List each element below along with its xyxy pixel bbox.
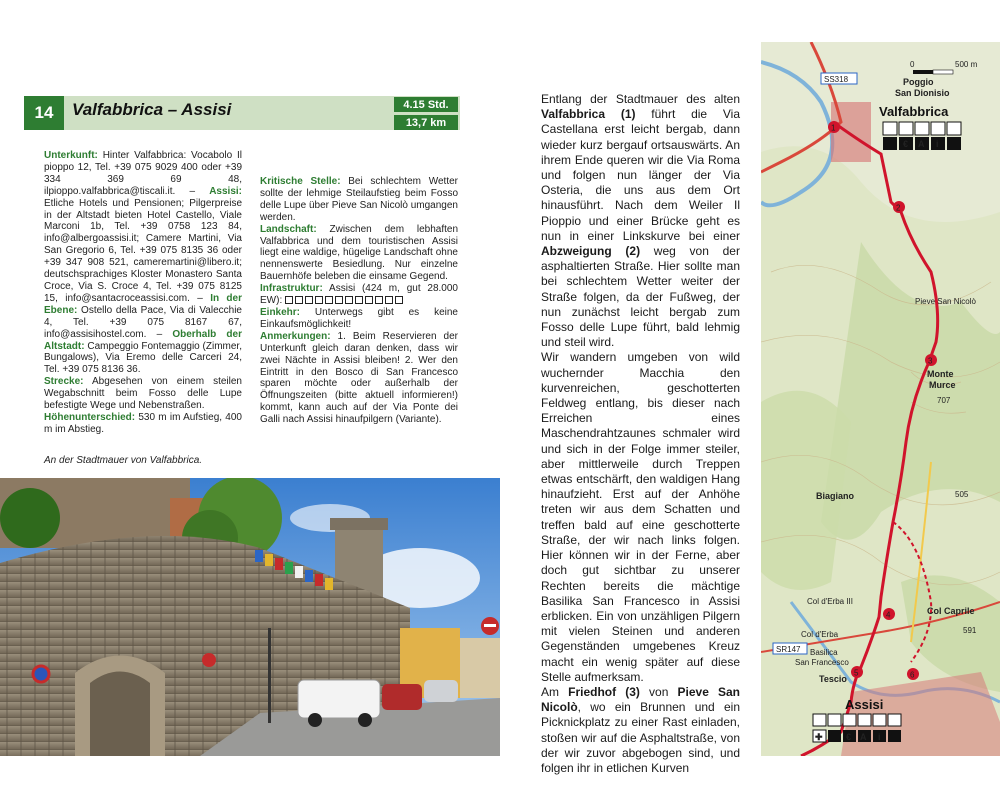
text-infrastruktur: Assisi (424 m, gut 28.000 EW): bbox=[260, 283, 458, 307]
label-hoehen: Höhenunterschied: bbox=[44, 411, 136, 423]
tour-number: 14 bbox=[24, 96, 64, 130]
waypoint-5 bbox=[851, 666, 863, 678]
text-unterkunft: Hinter Valfabbrica: Vocabolo Il pioppo 12, Tel. +39 075 9029 400 oder +39 334 369 69 48, ilpioppo.valfabbrica@tiscali.it. – bbox=[44, 150, 242, 197]
scale-500: 500 m bbox=[955, 60, 978, 69]
train-icon bbox=[395, 296, 403, 304]
text-hoehen: 530 m im Aufstieg, 400 m im Abstieg. bbox=[44, 411, 242, 435]
info-column-left bbox=[44, 150, 242, 436]
waypoint-2 bbox=[893, 201, 905, 213]
waypoint-4 bbox=[883, 608, 895, 620]
p1-valfabbrica: Valfabbrica (1) bbox=[541, 107, 636, 122]
doctor-icon bbox=[355, 296, 363, 304]
p3-pieve: Pieve San Nicolò bbox=[541, 684, 741, 715]
waypoint-3 bbox=[925, 354, 937, 366]
atm-a-icon-assisi: A bbox=[860, 732, 867, 742]
road-ss318: SS318 bbox=[824, 75, 849, 84]
text-landschaft: Zwischen dem lebhaften Valfabbrica und dem touristischen Assisi liegt eine waldige, hügelige Landschaft ohne nennenswerte Besiedlung. Nur einzelne Bauernhöfe beleben die einsame Gegend. bbox=[260, 223, 458, 283]
text-anmerkungen: 1. Beim Reservieren der Unterkunft gleich daran denken, dass wir zwei Nächte in Assisi bleiben! 2. Wer den Eintritt in den Bosco di San Francesco sparen möchte oder außerhalb der Öffnungszeiten (bitte aktuell informieren!) kommt, kann auch auf der Via Ponte dei Galli nach Assisi hinaufpilgern (Variante). bbox=[260, 330, 458, 426]
text-kritisch: Bei schlechtem Wetter sollte der lehmige Steilaufstieg beim Fosso delle Lupe über Pieve San Nicolò umgangen werden. bbox=[260, 176, 458, 223]
label-unterkunft: Unterkunft: bbox=[44, 150, 98, 161]
map-svg bbox=[761, 42, 1000, 756]
label-strecke: Strecke: bbox=[44, 376, 84, 388]
label-pieve: Pieve San Nicolò bbox=[915, 297, 976, 306]
label-valfabbrica: Valfabbrica bbox=[879, 104, 949, 119]
svg-text:3: 3 bbox=[928, 356, 933, 366]
photo-illustration bbox=[0, 478, 500, 756]
p1-text-c: führt die Via Castellana erst leicht bergab, dann wieder kurz bergauf ortsauswärts. An ihrem Ende queren wir die Via Roma und folgen nun länger der Via Osteria, die uns aus dem Ort hinausführt. Nach dem Weiler Il Pioppio und einer Brücke geht es nun in einer Linkskurve bei einer bbox=[541, 107, 740, 243]
distance-badge: 13,7 km bbox=[394, 115, 458, 130]
atm-icon bbox=[365, 296, 373, 304]
tour-title: Valfabbrica – Assisi bbox=[72, 100, 232, 119]
paragraph-2: Wir wandern umgeben von wild wuchernder Macchia den kurvenreichen, geschotterten Feldweg entlang, bis dieser nach Erreichen eines Maschendrahtzaunes schmaler wird und sich in der Folge immer steiler, aber mittlerweile durch Treppen etwas entschärft, den waldigen Hang hinaufzieht. Erst auf der Anhöhe treten wir aus dem Schatten und treffen bald auf eine geschotterte Straße, der wir nach links folgen. Hier können wir in der Ferne, aber doch gut sichtbar zu unserer Rechten bereits die mächtige Basilika San Francesco in Assisi erblicken. Ein von unzähligen Pilgern mit vielen Steinen und anderen Gegenständen umgebenes Kreuz macht ein wenig später auf diese Stelle aufmerksam. bbox=[541, 350, 740, 684]
label-anmerkungen: Anmerkungen: bbox=[260, 330, 331, 342]
label-tescio: Tescio bbox=[819, 674, 847, 684]
label-poggio: Poggio bbox=[903, 77, 934, 87]
p1-text-e: weg von der asphaltierten Straße. Hier sollte man bei schlechtem Wetter weiter der Straße folgen, da der Fußweg, der nun zunächst leicht bergab zum Fosso delle Lupe führt, bald lehmig und steil wird. bbox=[541, 244, 740, 350]
text-strecke: Abgesehen von einem steilen Wegabschnitt beim Fosso delle Lupe befestigte Wege und Nebenstraßen. bbox=[44, 376, 242, 412]
svg-text:6: 6 bbox=[910, 670, 915, 680]
info-i-icon-assisi: i bbox=[878, 732, 881, 742]
waypoint-6 bbox=[907, 668, 919, 680]
scale-zero: 0 bbox=[910, 60, 915, 69]
waypoint-1 bbox=[828, 121, 840, 133]
label-kritisch: Kritische Stelle: bbox=[260, 176, 341, 187]
label-col-derba: Col d'Erba bbox=[801, 630, 839, 639]
hut-icon bbox=[295, 296, 303, 304]
label-col-derba-3: Col d'Erba III bbox=[807, 597, 853, 606]
p1-text-a: Entlang der Stadtmauer des alten bbox=[541, 92, 740, 106]
label-san-dionisio: San Dionisio bbox=[895, 88, 950, 98]
text-assisi: Etliche Hotels und Pensionen; Pilgerpreise in der Altstadt bieten Hotel Castello, Viale Marconi 1b, Tel. +39 0758 123 84, info@albergoassisi.it; Camere Martini, Via San Gregorio 6, Tel. +39 075 8135 36 oder +39 347 908 521, cameremartini@libero.it; deutschsprachiges Kloster Monastero Santa Croce, Via S. Croce 4, Tel. +39 075 8125 15, info@santacroceassisi.com. – bbox=[44, 197, 242, 304]
label-basilica: Basilica bbox=[810, 648, 838, 657]
euro-icon: € bbox=[903, 139, 909, 149]
road-sr147: SR147 bbox=[776, 645, 801, 654]
svg-text:5: 5 bbox=[854, 668, 859, 678]
pharmacy-icon bbox=[335, 296, 343, 304]
svg-text:4: 4 bbox=[886, 610, 891, 620]
info-column-right bbox=[260, 176, 458, 426]
p3-text-c: von bbox=[639, 684, 678, 699]
infrastructure-icons bbox=[285, 295, 405, 306]
paragraph-1 bbox=[541, 92, 740, 350]
elev-707: 707 bbox=[937, 396, 951, 405]
text-oberhalb: Campeggio Fontemaggio (Zimmer, Bungalows), Via Eremo delle Carceri 24, Tel. +39 075 8136 36. bbox=[44, 340, 242, 376]
road-505: 505 bbox=[955, 490, 969, 499]
svg-text:2: 2 bbox=[896, 203, 901, 213]
restaurant-icon bbox=[315, 296, 323, 304]
p1-abzweigung: Abzweigung (2) bbox=[541, 244, 641, 259]
camping-icon bbox=[305, 296, 313, 304]
duration-badge: 4.15 Std. bbox=[394, 97, 458, 112]
cross-icon: ✚ bbox=[815, 732, 823, 742]
photo-caption: An der Stadtmauer von Valfabbrica. bbox=[44, 455, 203, 466]
label-infrastruktur: Infrastruktur: bbox=[260, 283, 323, 295]
hotel-icon bbox=[285, 296, 293, 304]
label-oberhalb: Oberhalb der Altstadt: bbox=[44, 328, 242, 352]
label-murce: Murce bbox=[929, 380, 956, 390]
label-landschaft: Landschaft: bbox=[260, 223, 317, 235]
label-ebene: In der Ebene: bbox=[44, 292, 242, 316]
label-assisi: Assisi: bbox=[209, 185, 242, 197]
info-icon bbox=[375, 296, 383, 304]
bus-icon bbox=[385, 296, 393, 304]
shop-icon bbox=[325, 296, 333, 304]
label-san-francesco: San Francesco bbox=[795, 658, 849, 667]
elev-591: 591 bbox=[963, 626, 977, 635]
p3-text-e: , wo ein Brunnen und ein Picknickplatz zu einer Rast einladen, stoßen wir auf die Asphaltstraße, von der wir zuvor abgebogen sind, und folgen ihr in etlichen Kurven bbox=[541, 700, 740, 775]
route-map bbox=[761, 42, 1000, 756]
label-monte: Monte bbox=[927, 369, 954, 379]
label-einkehr: Einkehr: bbox=[260, 306, 301, 318]
euro-icon-assisi: € bbox=[846, 732, 852, 742]
svg-text:1: 1 bbox=[831, 123, 836, 133]
label-col-caprile: Col Caprile bbox=[927, 606, 975, 616]
bank-icon bbox=[345, 296, 353, 304]
route-description bbox=[541, 92, 740, 776]
atm-a-icon: A bbox=[918, 139, 925, 149]
p3-text-a: Am bbox=[541, 684, 569, 699]
label-biagiano: Biagiano bbox=[816, 491, 855, 501]
photo-town-wall bbox=[0, 478, 500, 756]
text-ebene: Ostello della Pace, Via di Valecchie 4, Tel. +39 075 8167 67, info@assisihostel.com. – bbox=[44, 304, 242, 340]
text-einkehr: Unterwegs gibt es keine Einkaufsmöglichkeit! bbox=[260, 306, 458, 330]
info-i-icon: i bbox=[936, 139, 939, 149]
label-assisi: Assisi bbox=[845, 697, 884, 712]
paragraph-3 bbox=[541, 685, 740, 776]
p3-friedhof: Friedhof (3) bbox=[568, 684, 640, 699]
